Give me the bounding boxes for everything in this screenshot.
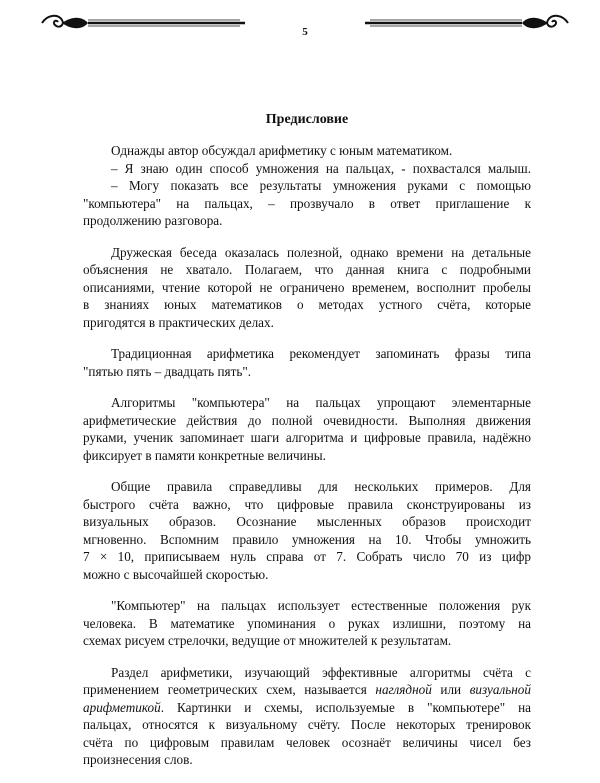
- text-line: "пятью пять – двадцать пять".: [83, 363, 252, 379]
- text-line: [83, 681, 531, 699]
- emphasis-term: наглядной: [375, 682, 432, 697]
- emphasis-term: визуальной: [469, 682, 531, 697]
- text-line: "компьютера" на пальцах, – прозвучало в ответ приглашение к: [83, 195, 531, 211]
- text-line: произнесения слов.: [83, 752, 193, 767]
- page-title: Предисловие: [265, 112, 349, 127]
- text-line: Общие правила справедливы для нескольких примеров. Для: [111, 479, 531, 494]
- text-line: можно с высочайшей скоростью.: [83, 566, 269, 582]
- text-line: – Я знаю один способ умножения на пальцах, - похвастался малыш.: [111, 160, 531, 176]
- text-line: Алгоритмы "компьютера" на пальцах упрощают элементарные: [111, 395, 531, 410]
- text-line: руками, ученик запоминает шаги алгоритма и цифровые правила, надёжно: [83, 430, 531, 445]
- text-line: счёта по цифровым правилам человек осознаёт величины чисел без: [83, 734, 531, 750]
- paragraph-2: [83, 244, 531, 332]
- page-header: [40, 8, 570, 42]
- text-line: 7 × 10, приписываем нуль справа от 7. Собрать число 70 из цифр: [83, 549, 531, 564]
- paragraph-6: [83, 597, 531, 650]
- text-line: визуальных образов. Осознание мысленных образов происходит: [83, 514, 531, 529]
- text-line: Традиционная арифметика рекомендует запоминать фразы типа: [111, 346, 531, 361]
- text-line: арифметические действия до полной очевидности. Выполняя движения: [83, 412, 531, 428]
- text-run: . Картинки и схемы, используемые в "компьютере" на: [160, 699, 531, 715]
- text-run: или: [431, 682, 470, 697]
- paragraph-3: [83, 345, 531, 380]
- text-line: описаниями, чтение которой не ограничено временем, восполнит пробелы: [83, 279, 531, 295]
- paragraph-5: [83, 478, 531, 583]
- text-line: фиксирует в памяти конкретные величины.: [83, 447, 326, 463]
- text-line: схемах рисуем стрелочки, ведущие от множителей к результатам.: [83, 633, 452, 648]
- scroll-ornament-right-icon: [360, 12, 570, 34]
- text-line: Дружеская беседа оказалась полезной, однако времени на детальные: [111, 244, 531, 260]
- text-line: быстрого счёта важно, что цифровые правила сконструированы из: [83, 496, 531, 512]
- emphasis-term: арифметикой: [83, 699, 161, 715]
- paragraph-7: [83, 664, 531, 769]
- text-line: Однажды автор обсуждал арифметику с юным математиком.: [111, 143, 453, 158]
- paragraph-1: [83, 142, 531, 230]
- text-line: мгновенно. Вспомним правило умножения на 10. Чтобы умножить: [83, 531, 531, 547]
- text-line: в знаниях юных математиков о методах устного счёта, которые: [83, 297, 531, 312]
- text-line: пальцах, относятся к визуальному счёту. После некоторых тренировок: [83, 717, 531, 732]
- paragraph-4: [83, 394, 531, 464]
- text-line: объяснения не хватало. Полагаем, что данная книга с подробными: [83, 262, 531, 277]
- text-line: "Компьютер" на пальцах использует естественные положения рук: [111, 598, 531, 613]
- text-line: Раздел арифметики, изучающий эффективные алгоритмы счёта с: [111, 664, 531, 680]
- text-line: продолжению разговора.: [83, 213, 223, 228]
- text-line: [83, 699, 531, 717]
- page-number: 5: [302, 26, 308, 38]
- text-line: человека. В математике упоминания о руках излишни, поэтому на: [83, 615, 531, 631]
- document-body: [83, 112, 531, 783]
- text-run: применением геометрических схем, называется: [83, 682, 376, 697]
- text-line: пригодятся в практических делах.: [83, 314, 274, 330]
- text-line: – Могу показать все результаты умножения руками с помощью: [111, 178, 531, 193]
